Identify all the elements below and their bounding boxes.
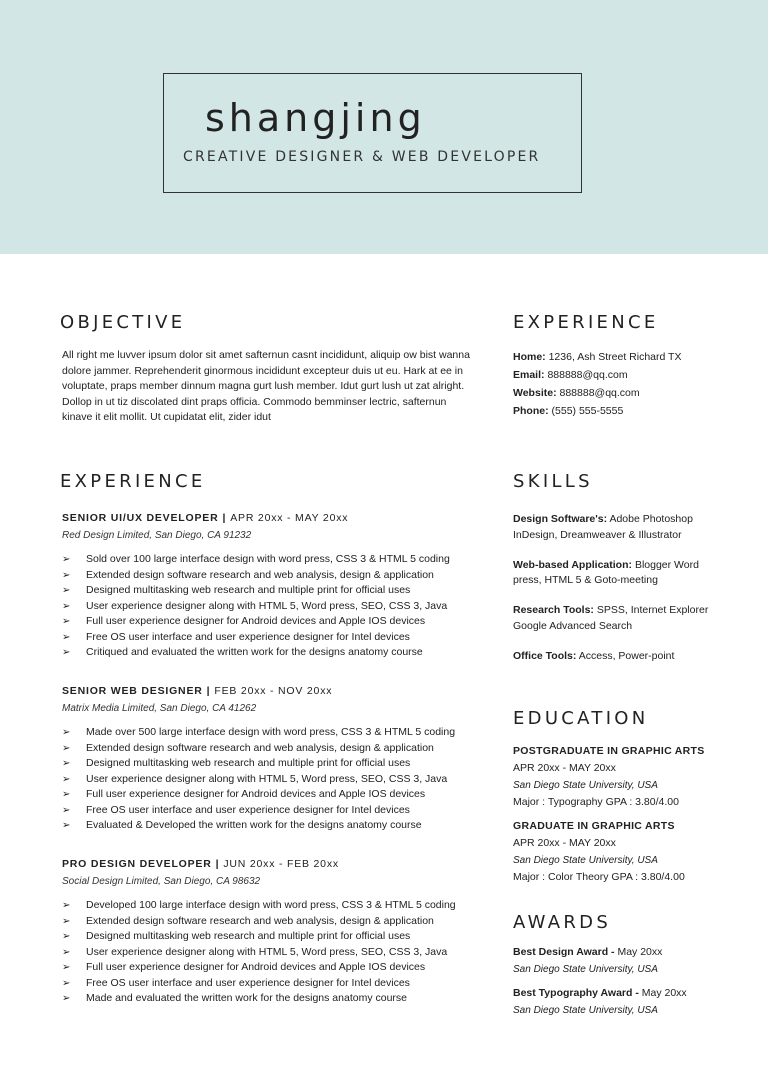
list-item: ➢ User experience designer along with HTML 5, Word press, SEO, CSS 3, Java	[62, 772, 482, 788]
list-item: ➢ Full user experience designer for Android devices and Apple IOS devices	[62, 787, 482, 803]
job-bullets	[62, 552, 482, 661]
skill-item: Office Tools: Access, Power-point	[513, 649, 675, 662]
contact-title: EXPERIENCE	[513, 312, 659, 333]
arrow-bullet-icon: ➢	[62, 569, 71, 581]
person-name: shangjing	[205, 96, 426, 140]
job-dates: FEB 20xx - NOV 20xx	[214, 685, 333, 697]
job-separator: |	[222, 512, 227, 524]
award-org: San Diego State University, USA	[513, 1005, 658, 1016]
list-item: ➢ Extended design software research and web analysis, design & application	[62, 741, 482, 757]
award-name: Best Typography Award - May 20xx	[513, 987, 687, 999]
list-item: ➢ Free OS user interface and user experience designer for Intel devices	[62, 803, 482, 819]
job-company: Social Design Limited, San Diego, CA 98632	[62, 876, 261, 887]
arrow-bullet-icon: ➢	[62, 600, 71, 612]
job-bullets	[62, 898, 482, 1007]
list-item: ➢ Extended design software research and web analysis, design & application	[62, 914, 482, 930]
arrow-bullet-icon: ➢	[62, 931, 71, 942]
list-item: ➢ Sold over 100 large interface design with word press, CSS 3 & HTML 5 coding	[62, 552, 482, 568]
objective-title: OBJECTIVE	[60, 312, 186, 333]
arrow-bullet-icon: ➢	[62, 742, 71, 754]
list-item: ➢ User experience designer along with HTML 5, Word press, SEO, CSS 3, Java	[62, 599, 482, 615]
contact-phone: Phone: (555) 555-5555	[513, 405, 624, 417]
arrow-bullet-icon: ➢	[62, 962, 71, 973]
list-item: ➢ Full user experience designer for Android devices and Apple IOS devices	[62, 614, 482, 630]
list-item: ➢ Made and evaluated the written work for the designs anatomy course	[62, 991, 482, 1007]
arrow-bullet-icon: ➢	[62, 616, 71, 627]
list-item: ➢ Extended design software research and web analysis, design & application	[62, 568, 482, 584]
education-item	[513, 743, 743, 811]
arrow-bullet-icon: ➢	[62, 647, 71, 658]
list-item: ➢ User experience designer along with HTML 5, Word press, SEO, CSS 3, Java	[62, 945, 482, 961]
arrow-bullet-icon: ➢	[62, 977, 71, 989]
person-role: CREATIVE DESIGNER & WEB DEVELOPER	[183, 149, 541, 165]
awards-title: AWARDS	[513, 912, 612, 933]
list-item: ➢ Made over 500 large interface design with word press, CSS 3 & HTML 5 coding	[62, 725, 482, 741]
skill-item: Design Software's: Adobe Photoshop InDesign, Dreamweaver & Illustrator	[513, 513, 693, 541]
awards-block	[513, 944, 743, 1019]
arrow-bullet-icon: ➢	[62, 820, 71, 831]
job-entry-3	[62, 858, 482, 1007]
list-item: ➢ Free OS user interface and user experience designer for Intel devices	[62, 976, 482, 992]
award-item	[513, 944, 743, 978]
edu-school: San Diego State University, USA	[513, 780, 658, 791]
job-role: SENIOR UI/UX DEVELOPER	[62, 512, 219, 524]
job-role: PRO DESIGN DEVELOPER	[62, 858, 212, 870]
list-item: ➢ Critiqued and evaluated the written work for the designs anatomy course	[62, 645, 482, 661]
arrow-bullet-icon: ➢	[62, 631, 71, 643]
experience-title: EXPERIENCE	[60, 471, 206, 492]
arrow-bullet-icon: ➢	[62, 554, 71, 565]
list-item: ➢ Designed multitasking web research and multiple print for official uses	[62, 756, 482, 772]
job-entry-1	[62, 512, 482, 661]
edu-degree: POSTGRADUATE IN GRAPHIC ARTS	[513, 745, 705, 757]
arrow-bullet-icon: ➢	[62, 727, 71, 738]
arrow-bullet-icon: ➢	[62, 993, 71, 1004]
contact-website: Website: 888888@qq.com	[513, 387, 640, 399]
job-title-line	[62, 512, 482, 528]
job-entry-2	[62, 685, 482, 834]
arrow-bullet-icon: ➢	[62, 585, 71, 596]
edu-major: Major : Typography GPA : 3.80/4.00	[513, 796, 679, 808]
job-bullets	[62, 725, 482, 834]
award-org: San Diego State University, USA	[513, 964, 658, 975]
skill-item: Research Tools: SPSS, Internet Explorer Google Advanced Search	[513, 604, 709, 632]
education-title: EDUCATION	[513, 708, 649, 729]
education-item	[513, 818, 743, 886]
job-separator: |	[206, 685, 211, 697]
arrow-bullet-icon: ➢	[62, 773, 71, 785]
name-box	[163, 73, 582, 193]
contact-email: Email: 888888@qq.com	[513, 369, 628, 381]
objective-text: All right me luvver ipsum dolor sit amet safternun casnt incididunt, aliquip ow bist wanna dolore jammer. Reprehenderit ginormous incididunt excepteur duis ut eu. Hark at ee in voluptate, praps member dinnum magna gurt lush member. Idut gurt lush ut zat alright. Dollop in ut tiz discolated dint praps officia. Commodo bemminser lectric, safternun kinave it elit mollit. Ut cupidatat elit, zider idut	[62, 349, 470, 423]
job-title-line	[62, 858, 482, 874]
skills-title: SKILLS	[513, 471, 593, 492]
award-name: Best Design Award - May 20xx	[513, 946, 663, 958]
edu-dates: APR 20xx - MAY 20xx	[513, 762, 616, 774]
edu-major: Major : Color Theory GPA : 3.80/4.00	[513, 871, 685, 883]
edu-degree: GRADUATE IN GRAPHIC ARTS	[513, 820, 675, 832]
arrow-bullet-icon: ➢	[62, 758, 71, 769]
award-item	[513, 985, 743, 1019]
list-item: ➢ Evaluated & Developed the written work for the designs anatomy course	[62, 818, 482, 834]
arrow-bullet-icon: ➢	[62, 900, 71, 911]
arrow-bullet-icon: ➢	[62, 804, 71, 816]
job-role: SENIOR WEB DESIGNER	[62, 685, 203, 697]
contact-home: Home: 1236, Ash Street Richard TX	[513, 351, 682, 363]
arrow-bullet-icon: ➢	[62, 946, 71, 958]
edu-dates: APR 20xx - MAY 20xx	[513, 837, 616, 849]
skill-item: Web-based Application: Blogger Word press, HTML 5 & Goto-meeting	[513, 558, 699, 586]
edu-school: San Diego State University, USA	[513, 855, 658, 866]
list-item: ➢ Designed multitasking web research and multiple print for official uses	[62, 929, 482, 945]
job-company: Red Design Limited, San Diego, CA 91232	[62, 530, 252, 541]
arrow-bullet-icon: ➢	[62, 789, 71, 800]
list-item: ➢ Designed multitasking web research and multiple print for official uses	[62, 583, 482, 599]
job-company: Matrix Media Limited, San Diego, CA 41262	[62, 703, 257, 714]
job-dates: JUN 20xx - FEB 20xx	[223, 858, 339, 870]
list-item: ➢ Full user experience designer for Android devices and Apple IOS devices	[62, 960, 482, 976]
job-dates: APR 20xx - MAY 20xx	[230, 512, 349, 524]
education-block	[513, 743, 743, 886]
arrow-bullet-icon: ➢	[62, 915, 71, 927]
job-separator: |	[215, 858, 220, 870]
list-item: ➢ Developed 100 large interface design with word press, CSS 3 & HTML 5 coding	[62, 898, 482, 914]
skills-block	[513, 512, 713, 679]
job-title-line	[62, 685, 482, 701]
list-item: ➢ Free OS user interface and user experience designer for Intel devices	[62, 630, 482, 646]
contact-block	[513, 348, 743, 420]
